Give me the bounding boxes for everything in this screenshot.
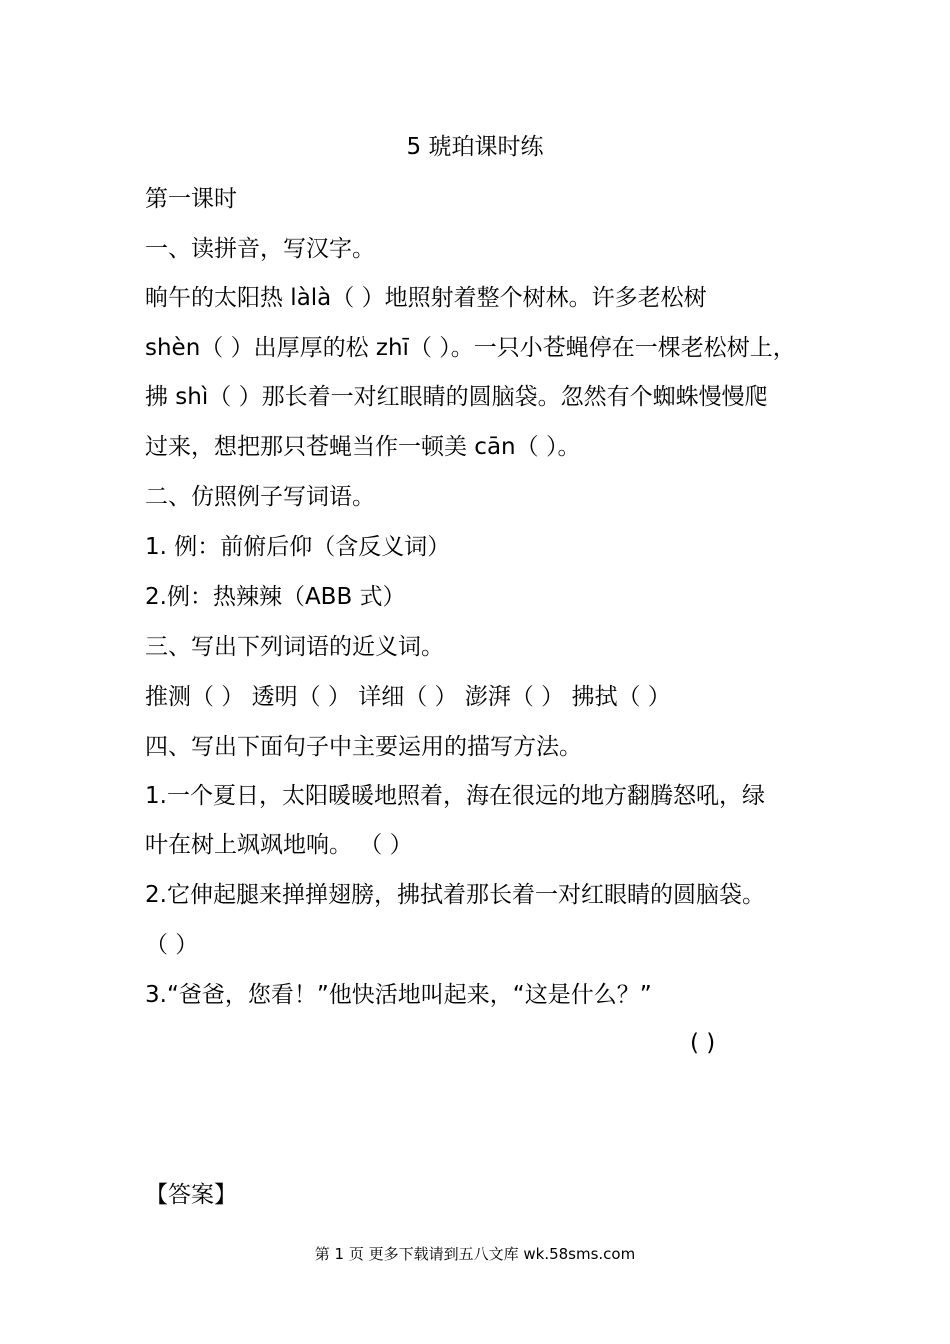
section4-q3-blank: ( ) (690, 1030, 716, 1056)
section1-heading: 一、读拼音，写汉字。 (145, 236, 375, 262)
section1-line-4: 过来，想把那只苍蝇当作一顿美 cān（ ）。 (145, 434, 581, 460)
section2-item-1: 1. 例：前俯后仰（含反义词） (145, 534, 451, 560)
lesson-label: 第一课时 (145, 186, 237, 212)
section1-line-3: 拂 shì（ ）那长着一对红眼睛的圆脑袋。忽然有个蜘蛛慢慢爬 (145, 384, 768, 410)
section3-words: 推测（ ） 透明（ ） 详细（ ） 澎湃（ ） 拂拭（ ） (145, 684, 671, 710)
document-title: 5 琥珀课时练 (406, 134, 544, 160)
section4-q2-line-1: 2.它伸起腿来掸掸翅膀，拂拭着那长着一对红眼睛的圆脑袋。 (145, 882, 765, 908)
page-footer: 第 1 页 更多下载请到五八文库 wk.58sms.com (314, 1245, 636, 1263)
section4-q2-line-2: （ ） (145, 932, 199, 958)
section1-line-1: 晌午的太阳热 làlà（ ）地照射着整个树林。许多老松树 (145, 285, 707, 311)
section4-heading: 四、写出下面句子中主要运用的描写方法。 (145, 734, 582, 760)
answer-heading: 【答案】 (145, 1182, 237, 1208)
section4-q3-line-1: 3.“爸爸，您看！”他快活地叫起来，“这是什么？” (145, 982, 652, 1008)
section2-item-2: 2.例：热辣辣（ABB 式） (145, 584, 406, 610)
section1-line-2: shèn（ ）出厚厚的松 zhī（ ）。一只小苍蝇停在一棵老松树上， (145, 335, 796, 361)
section2-heading: 二、仿照例子写词语。 (145, 484, 375, 510)
section3-heading: 三、写出下列词语的近义词。 (145, 634, 444, 660)
section4-q1-line-1: 1.一个夏日，太阳暖暖地照着，海在很远的地方翻腾怒吼，绿 (145, 783, 765, 809)
section4-q1-line-2: 叶在树上飒飒地响。 （ ） (145, 832, 413, 858)
